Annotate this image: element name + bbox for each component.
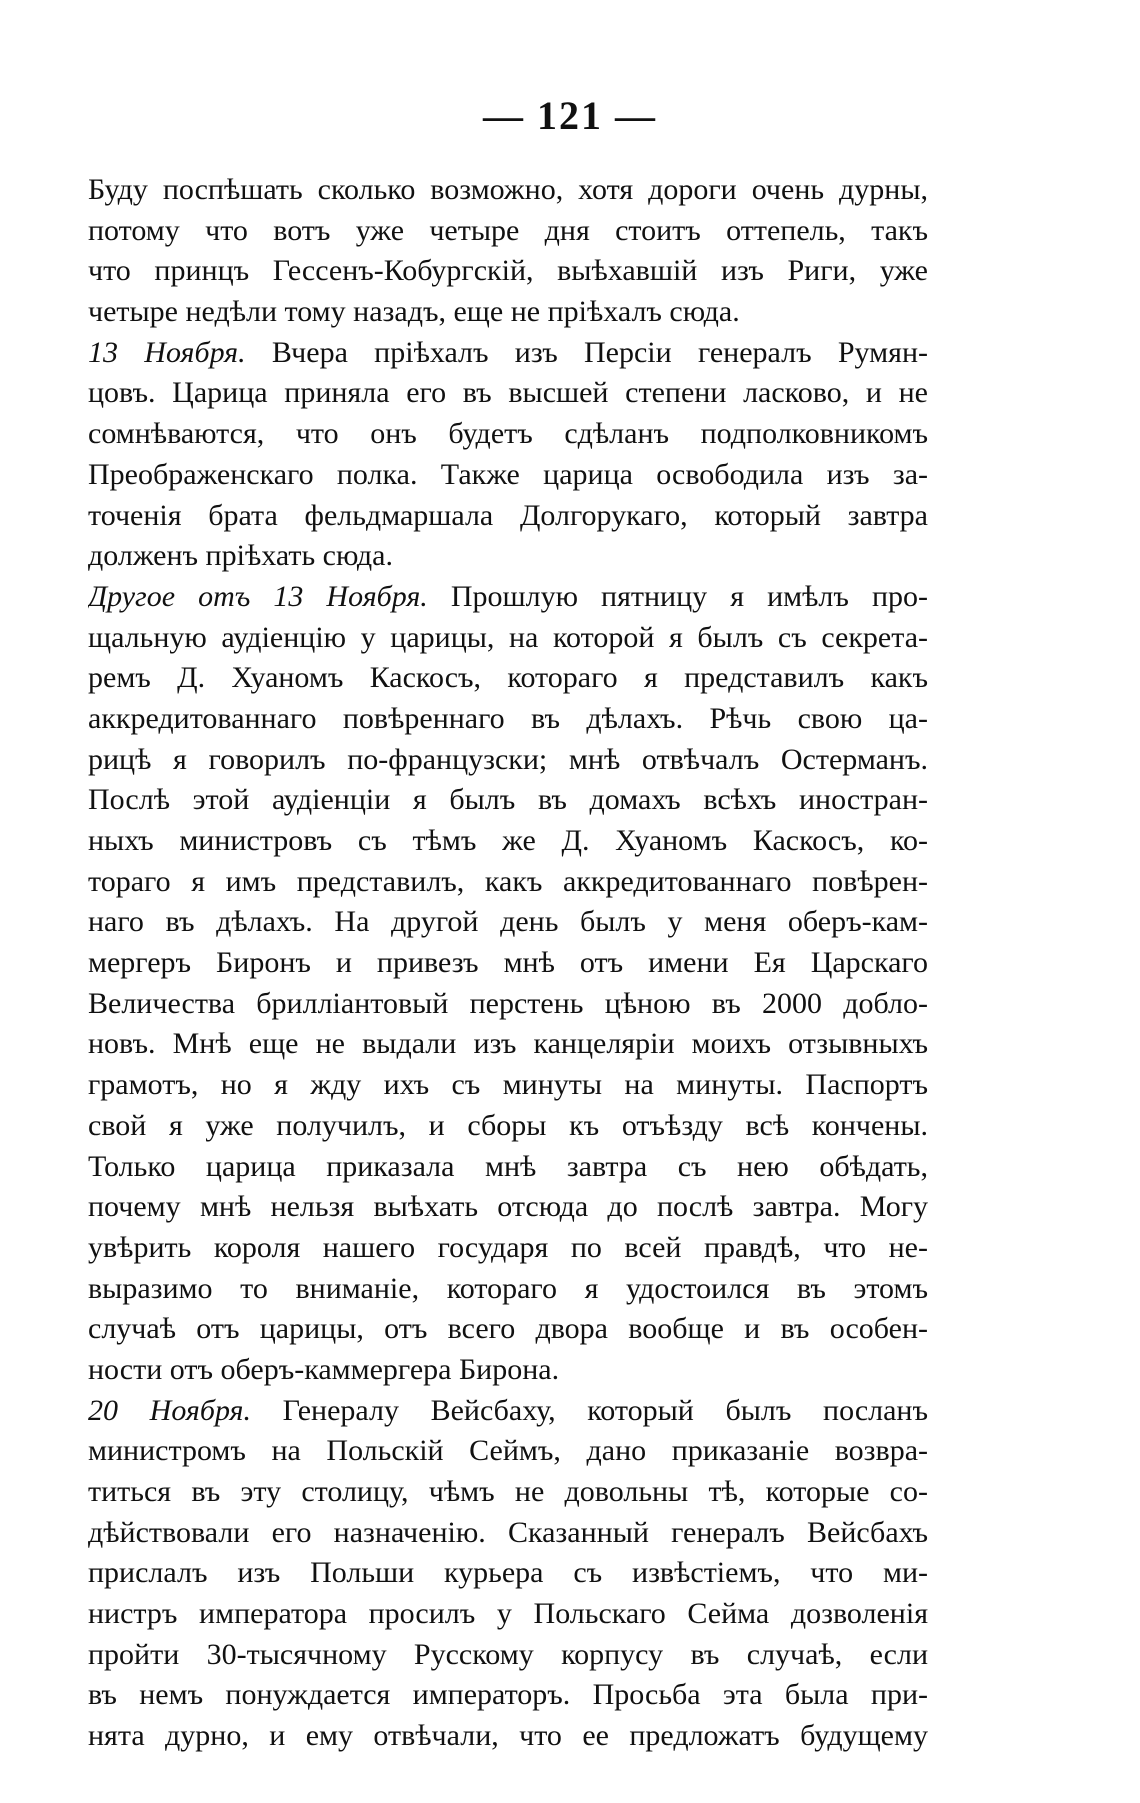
line-text: прислалъ изъ Польши курьера съ извѣстіемъ, что ми- <box>88 1556 928 1590</box>
line-text: выразимо то вниманіе, котораго я удостоился въ этомъ <box>88 1271 928 1305</box>
text-line <box>88 943 928 984</box>
text-line <box>88 658 928 699</box>
line-text: Преображенскаго полка. Также царица освободила изъ за- <box>88 457 928 491</box>
text-line <box>88 211 928 252</box>
line-text: что принцъ Гессенъ-Кобургскій, выѣхавшій изъ Риги, уже <box>88 254 928 288</box>
line-text: аккредитованнаго повѣреннаго въ дѣлахъ. Рѣчь свою ца- <box>88 701 928 735</box>
entry-date: Другое отъ 13 Ноября. <box>88 579 428 613</box>
text-line <box>88 740 928 781</box>
text-line <box>88 1553 928 1594</box>
line-text: новъ. Мнѣ еще не выдали изъ канцеляріи моихъ отзывныхъ <box>88 1027 928 1061</box>
text-line <box>88 1147 928 1188</box>
text-line <box>88 333 928 374</box>
text-line <box>88 699 928 740</box>
text-line <box>88 1309 928 1350</box>
line-text: Величества брилліантовый перстень цѣною въ 2000 добло- <box>88 986 928 1020</box>
line-text: цовъ. Царица приняла его въ высшей степени ласково, и не <box>88 376 928 410</box>
line-text: нята дурно, и ему отвѣчали, что ее предложатъ будущему <box>88 1719 928 1753</box>
text-line <box>88 1431 928 1472</box>
line-text: дѣйствовали его назначенію. Сказанный генералъ Вейсбахъ <box>88 1515 928 1549</box>
line-text: тораго я имъ представилъ, какъ аккредитованнаго повѣрен- <box>88 864 928 898</box>
text-line <box>88 1024 928 1065</box>
line-text: мергеръ Биронъ и привезъ мнѣ отъ имени Ея Царскаго <box>88 946 928 980</box>
text-line <box>88 455 928 496</box>
page-number: — 121 — <box>483 93 657 138</box>
line-text: титься въ эту столицу, чѣмъ не довольны тѣ, которые со- <box>88 1475 928 1508</box>
text-line <box>88 1269 928 1310</box>
text-line <box>88 1675 928 1716</box>
text-line <box>88 862 928 903</box>
text-line <box>88 414 928 455</box>
line-text: пройти 30-тысячному Русскому корпусу въ случаѣ, если <box>88 1637 928 1671</box>
line-text: министромъ на Польскій Сеймъ, дано приказаніе возвра- <box>88 1434 928 1468</box>
text-line <box>88 170 928 211</box>
text-line <box>88 1065 928 1106</box>
text-line <box>88 1716 928 1757</box>
text-line <box>88 1472 928 1513</box>
line-text: свой я уже получилъ, и сборы къ отъѣзду всѣ кончены. <box>88 1108 928 1142</box>
text-line <box>88 1513 928 1554</box>
entry-date: 13 Ноября. <box>88 335 246 369</box>
text-line <box>88 577 928 618</box>
line-text: Вчера пріѣхалъ изъ Персіи генералъ Румян- <box>245 335 928 369</box>
text-line <box>88 618 928 659</box>
line-text: нистръ императора просилъ у Польскаго Сейма дозволенія <box>88 1597 928 1631</box>
text-line <box>88 496 928 537</box>
text-line <box>88 373 928 414</box>
text-line <box>88 984 928 1025</box>
text-line <box>88 1187 928 1228</box>
line-text: Прошлую пятницу я имѣлъ про- <box>427 579 928 613</box>
line-text: Генералу Вейсбаху, который былъ посланъ <box>251 1393 928 1427</box>
line-text: рицѣ я говорилъ по-французски; мнѣ отвѣчалъ Остерманъ. <box>88 742 928 776</box>
text-line <box>88 292 928 333</box>
line-text: грамотъ, но я жду ихъ съ минуты на минуты. Паспортъ <box>88 1068 928 1102</box>
line-text: долженъ пріѣхать сюда. <box>88 539 393 573</box>
line-text: ремъ Д. Хуаномъ Каскосъ, котораго я представилъ какъ <box>88 661 928 695</box>
line-text: случаѣ отъ царицы, отъ всего двора вообще и въ особен- <box>88 1312 928 1346</box>
text-line <box>88 1228 928 1269</box>
line-text: Послѣ этой аудіенціи я былъ въ домахъ всѣхъ иностран- <box>88 783 928 817</box>
line-text: потому что вотъ уже четыре дня стоитъ оттепель, такъ <box>88 213 928 247</box>
text-line <box>88 251 928 292</box>
text-line <box>88 1635 928 1676</box>
text-line <box>88 1594 928 1635</box>
line-text: наго въ дѣлахъ. На другой день былъ у меня оберъ-кам- <box>88 905 928 939</box>
entry-date: 20 Ноября. <box>88 1393 252 1427</box>
line-text: ныхъ министровъ съ тѣмъ же Д. Хуаномъ Каскосъ, ко- <box>88 824 928 857</box>
line-text: въ немъ понуждается императоръ. Просьба эта была при- <box>88 1678 928 1712</box>
text-line <box>88 902 928 943</box>
line-text: Только царица приказала мнѣ завтра съ нею обѣдать, <box>88 1149 928 1183</box>
line-text: щальную аудіенцію у царицы, на которой я былъ съ секрета- <box>88 620 928 654</box>
text-line <box>88 1106 928 1147</box>
text-line <box>88 536 928 577</box>
text-line <box>88 780 928 821</box>
line-text: четыре недѣли тому назадъ, еще не пріѣхалъ сюда. <box>88 295 740 329</box>
line-text: почему мнѣ нельзя выѣхать отсюда до послѣ завтра. Могу <box>88 1190 928 1224</box>
line-text: сомнѣваются, что онъ будетъ сдѣланъ подполковникомъ <box>88 417 928 451</box>
line-text: Буду поспѣшать сколько возможно, хотя дороги очень дурны, <box>88 173 928 206</box>
line-text: увѣрить короля нашего государя по всей правдѣ, что не- <box>88 1230 928 1264</box>
body-text <box>88 170 928 1757</box>
text-line <box>88 1350 928 1391</box>
line-text: ности отъ оберъ-каммергера Бирона. <box>88 1352 560 1386</box>
text-line <box>88 821 928 862</box>
text-line <box>88 1391 928 1432</box>
line-text: точенія брата фельдмаршала Долгорукаго, который завтра <box>88 498 928 532</box>
